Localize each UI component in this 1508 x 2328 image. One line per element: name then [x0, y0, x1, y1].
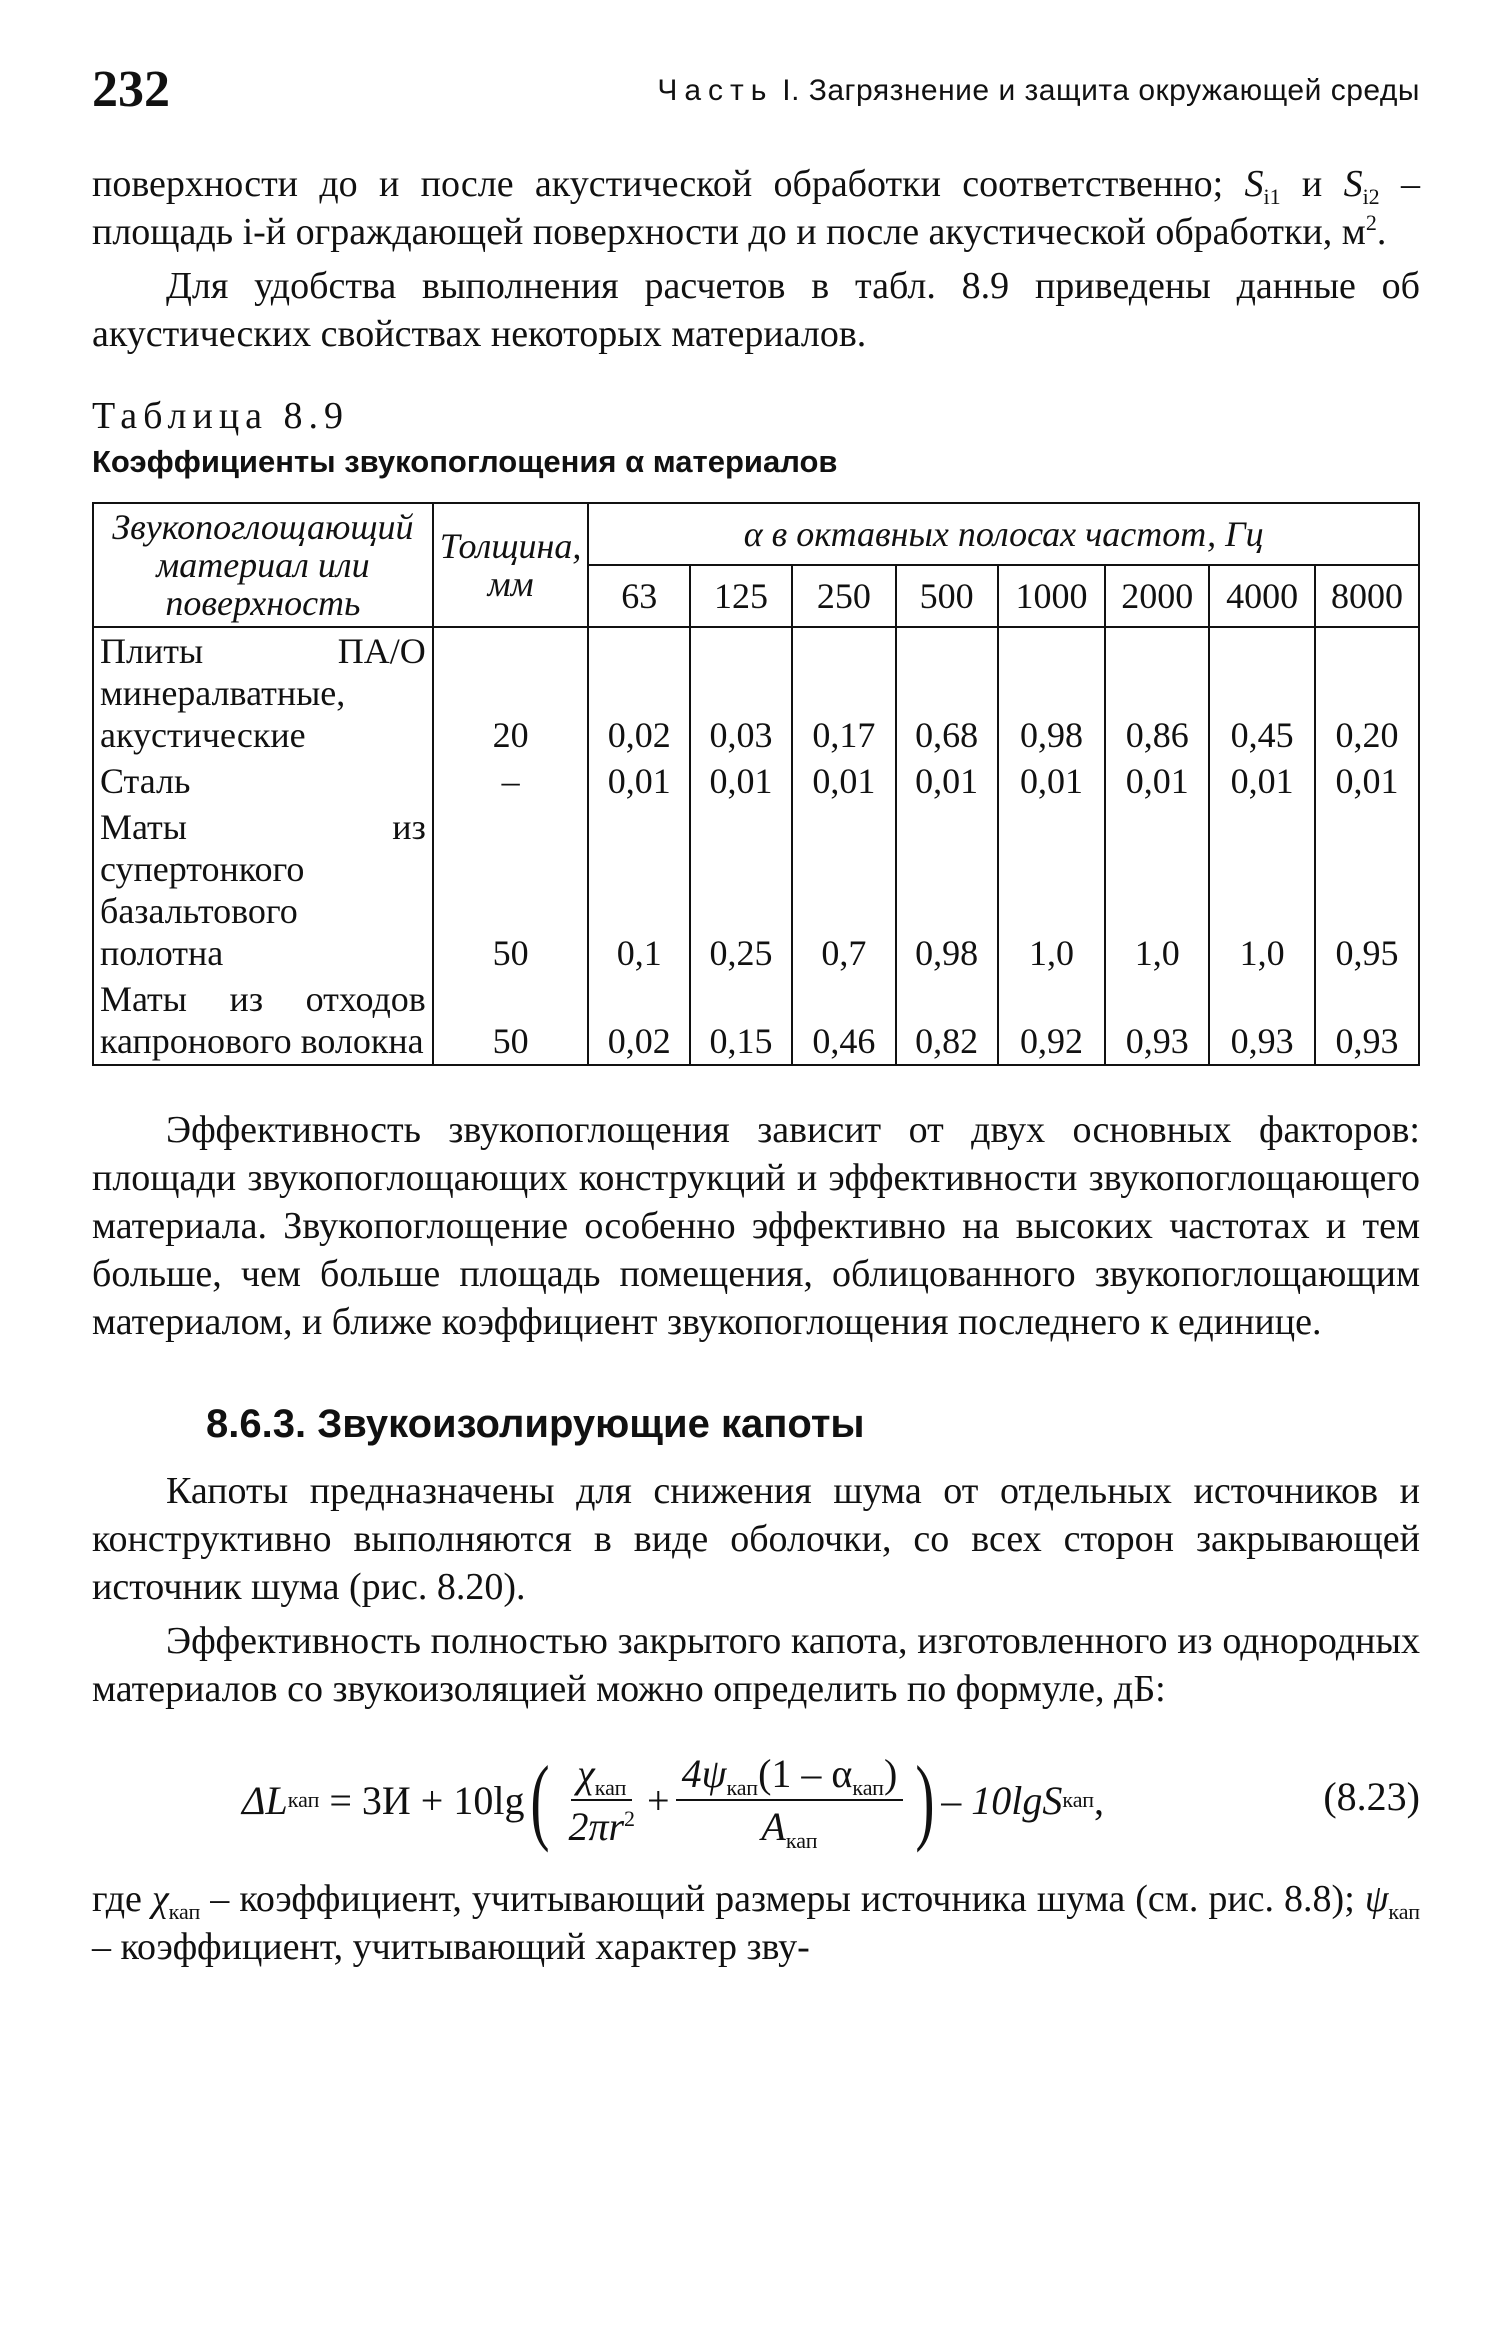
page-number: 232 [92, 61, 170, 118]
symbol-sub: кап [726, 1775, 759, 1800]
table-title: Коэффициенты звукопоглощения α материалов [92, 444, 838, 479]
cell-value: 0,68 [896, 627, 998, 758]
cell-value: 0,93 [1315, 976, 1419, 1065]
symbol-s-sub: i1 [1263, 184, 1281, 209]
effectiveness-paragraph: Эффективность звукопоглощения зависит от двух основных факторов: площади звукопоглощающих конструкций и эффективности звукопоглощающего материала. Звукопоглощение особенно эффективно на высоких частотах и тем больше, чем больше площадь помещения, облицованного звукопоглощающим материалом, и ближе коэффициент звукопоглощения последнего к единице. [92, 1109, 1420, 1343]
formula-intro-paragraph: Эффективность полностью закрытого капота, изготовленного из однородных материалов со звукоизоляцией можно определить по формуле, дБ: [92, 1620, 1420, 1710]
cell-value: 0,20 [1315, 627, 1419, 758]
cell-value: 0,02 [588, 976, 690, 1065]
cell-value: 0,93 [1105, 976, 1209, 1065]
unit-sup: 2 [1365, 210, 1377, 235]
intro-paragraph [92, 160, 1420, 256]
symbol-alpha-term: (1 – α [758, 1751, 853, 1796]
cell-value: 0,15 [690, 976, 792, 1065]
section-title: Звукоизолирующие капоты [317, 1402, 865, 1446]
table-intro-paragraph: Для удобства выполнения расчетов в табл. 8.9 приведены данные об акустических свойствах некоторых материалов. [92, 265, 1420, 355]
symbol-s: S [1244, 163, 1264, 205]
fraction-denominator [562, 1801, 641, 1850]
symbol-2pir: 2πr [568, 1804, 625, 1849]
header-alpha: α в октавных полосах частот, Гц [588, 503, 1419, 565]
cell-value: 0,01 [896, 758, 998, 804]
cell-thickness: 20 [433, 627, 589, 758]
running-title [657, 74, 1420, 108]
intro-end: . [1376, 211, 1387, 253]
cell-value: 0,03 [690, 627, 792, 758]
paren-open: ( [530, 1746, 551, 1853]
where-word: где [92, 1878, 142, 1920]
equation-number: (8.23) [1323, 1774, 1420, 1819]
fraction-numerator [571, 1750, 632, 1801]
symbol-a: A [761, 1804, 786, 1849]
cell-value: 0,01 [1209, 758, 1315, 804]
where-part-1: – коэффициент, учитывающий размеры источника шума (см. рис. 8.8); [210, 1878, 1355, 1920]
part-prefix: Часть [657, 74, 774, 107]
intro-line: поверхности до и после акустической обработки соответственно; [92, 163, 1224, 205]
formula-eq-start: = 3И + 10lg [329, 1777, 525, 1823]
cell-thickness: 50 [433, 976, 589, 1065]
part-title: I. Загрязнение и защита окружающей среды [782, 74, 1420, 107]
formula-body: ΔL кап = 3И + 10lg ( $\frac{\chi_{кап}}{2\pi r^2}$ + $\frac{4\psi_{кап}(1 - \alpha_{кап})}{A_{кап}}$ ) – 10lgS кап , [242, 1746, 1104, 1853]
symbol-sub: кап [785, 1828, 818, 1853]
cell-value: 0,01 [792, 758, 896, 804]
kapoty-paragraph: Капоты предназначены для снижения шума от отдельных источников и конструктивно выполняются в виде оболочки, со всех сторон закрывающей источник шума (рис. 8.20). [92, 1470, 1420, 1608]
cell-value: 0,02 [588, 627, 690, 758]
cell-value: 0,82 [896, 976, 998, 1065]
table-row [93, 758, 1419, 804]
fraction-denominator [755, 1801, 823, 1853]
absorption-table [92, 502, 1420, 1066]
table-row [93, 804, 1419, 976]
symbol-close: ) [883, 1751, 898, 1796]
symbol-psi: ψ [1364, 1878, 1389, 1920]
cell-value: 0,45 [1209, 627, 1315, 758]
header-frequency: 8000 [1315, 565, 1419, 627]
cell-value: 0,98 [998, 627, 1106, 758]
cell-value: 0,46 [792, 976, 896, 1065]
cell-value: 0,01 [1105, 758, 1209, 804]
cell-value: 0,01 [1315, 758, 1419, 804]
formula-fraction-2 [676, 1750, 904, 1853]
cell-material: Сталь [93, 758, 433, 804]
symbol-s-sub: i2 [1362, 184, 1380, 209]
header-frequency: 2000 [1105, 565, 1209, 627]
symbol-chi: χ [577, 1751, 595, 1796]
section-number: 8.6.3. [206, 1402, 307, 1446]
cell-value: 0,98 [896, 804, 998, 976]
table-row [93, 976, 1419, 1065]
cell-value: 0,01 [588, 758, 690, 804]
symbol-sub: кап [168, 1899, 201, 1924]
formula-fraction-1 [562, 1750, 641, 1850]
cell-value: 0,92 [998, 976, 1106, 1065]
header-frequency: 1000 [998, 565, 1106, 627]
formula-plus: + [647, 1777, 670, 1823]
section-heading [206, 1402, 1420, 1447]
cell-value: 1,0 [1105, 804, 1209, 976]
header-material: Звукопоглощающий материал или поверхность [93, 503, 433, 627]
formula-8-23 [92, 1735, 1420, 1865]
cell-value: 1,0 [1209, 804, 1315, 976]
header-frequency: 4000 [1209, 565, 1315, 627]
formula-comma: , [1093, 1777, 1104, 1823]
intro-conj: и [1301, 163, 1323, 205]
formula-lhs: ΔL [242, 1777, 288, 1823]
cell-thickness: 50 [433, 804, 589, 976]
cell-material: Маты из супертонкого базальтового полотна [93, 804, 433, 976]
cell-value: 0,25 [690, 804, 792, 976]
cell-value: 0,01 [690, 758, 792, 804]
cell-value: 0,17 [792, 627, 896, 758]
symbol-s: S [1343, 163, 1363, 205]
where-part-2: – коэффициент, учитывающий характер зву- [92, 1926, 810, 1968]
header-frequency: 63 [588, 565, 690, 627]
table-header-row [93, 503, 1419, 565]
cell-value: 0,93 [1209, 976, 1315, 1065]
cell-thickness: – [433, 758, 589, 804]
header-thickness: Толщина, мм [433, 503, 589, 627]
header-frequency: 500 [896, 565, 998, 627]
table-row [93, 627, 1419, 758]
fraction-numerator [676, 1750, 904, 1801]
symbol-sup: 2 [624, 1806, 636, 1831]
symbol-sub: кап [594, 1775, 627, 1800]
cell-value: 0,86 [1105, 627, 1209, 758]
intro-rest: – площадь i-й ограждающей поверхности до и после акустической обработки, м [92, 163, 1420, 253]
symbol-sub: кап [1388, 1899, 1421, 1924]
cell-value: 1,0 [998, 804, 1106, 976]
header-frequency: 250 [792, 565, 896, 627]
header-frequency: 125 [690, 565, 792, 627]
symbol-sub: кап [852, 1775, 884, 1800]
cell-value: 0,1 [588, 804, 690, 976]
where-paragraph [92, 1875, 1420, 1971]
symbol-psi: 4ψ [681, 1751, 727, 1796]
cell-value: 0,95 [1315, 804, 1419, 976]
cell-value: 0,7 [792, 804, 896, 976]
cell-material: Маты из отходов капронового волокна [93, 976, 433, 1065]
book-page [92, 60, 1420, 1971]
running-head [92, 60, 1420, 124]
formula-tail: – 10lgS [941, 1777, 1063, 1823]
paren-close: ) [915, 1746, 935, 1853]
symbol-chi: χ [151, 1878, 169, 1920]
table-label: Таблица 8.9 [92, 395, 350, 437]
cell-value: 0,01 [998, 758, 1106, 804]
cell-material: Плиты ПА/О минералватные, акустические [93, 627, 433, 758]
